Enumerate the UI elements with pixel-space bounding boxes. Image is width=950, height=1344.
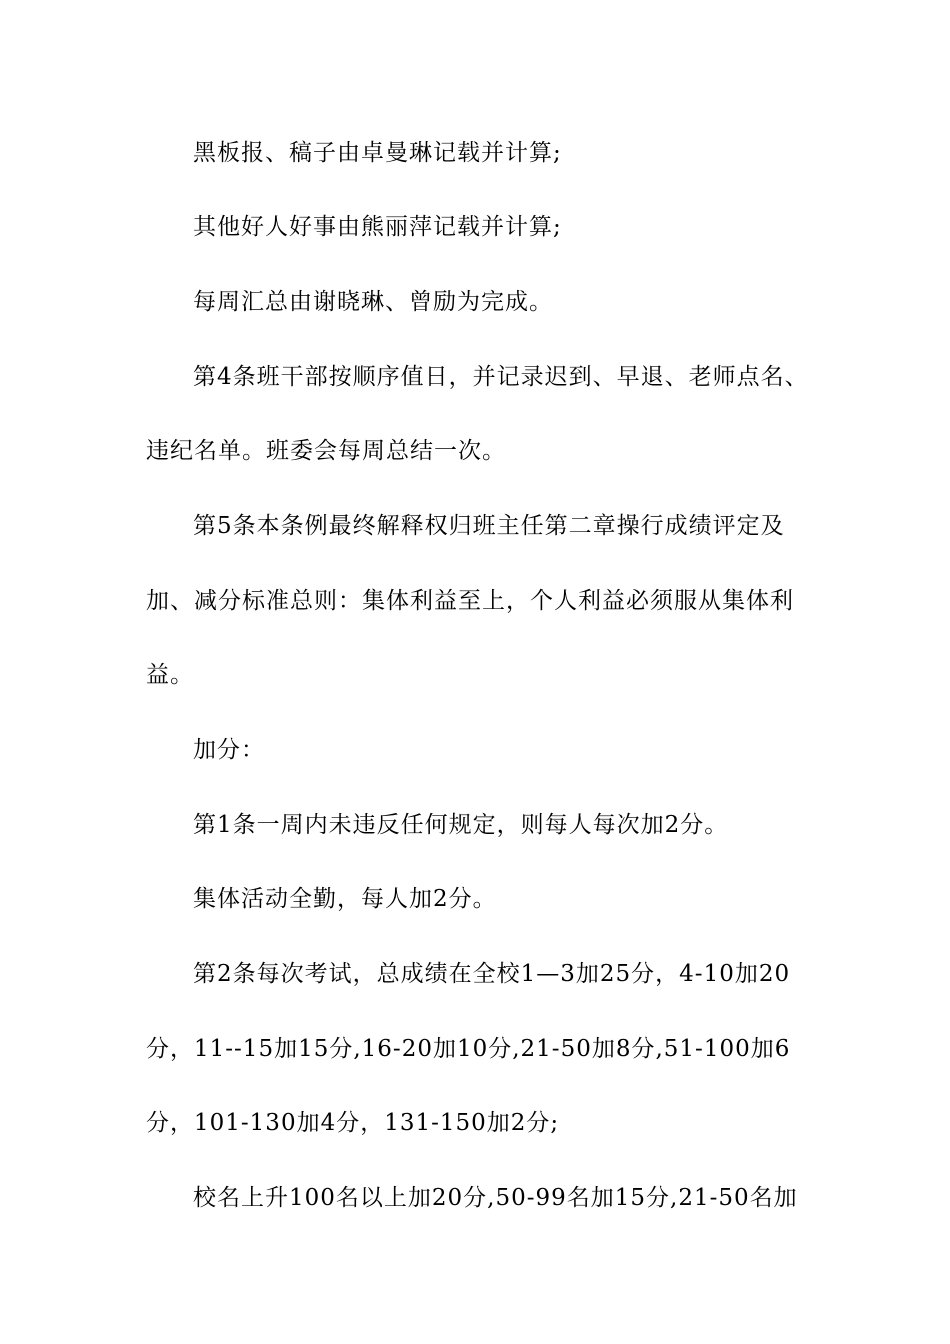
text-line: 其他好人好事由熊丽萍记载并计算; <box>193 214 562 240</box>
text-line: 每周汇总由谢晓琳、曾励为完成。 <box>193 289 553 315</box>
text-line: 黑板报、稿子由卓曼琳记载并计算; <box>193 140 562 166</box>
text-line: 第2条每次考试，总成绩在全校1—3加25分，4-10加20 <box>193 961 791 987</box>
text-line: 集体活动全勤，每人加2分。 <box>193 886 497 912</box>
text-line: 校名上升100名以上加20分,50-99名加15分,21-50名加 <box>193 1185 798 1211</box>
text-line: 加、减分标准总则：集体利益至上，个人利益必须服从集体利 <box>146 588 794 614</box>
text-line: 违纪名单。班委会每周总结一次。 <box>146 438 506 464</box>
text-line: 分，11--15加15分,16-20加10分,21-50加8分,51-100加6 <box>146 1036 791 1062</box>
text-line: 第4条班干部按顺序值日，并记录迟到、早退、老师点名、 <box>193 364 809 390</box>
section-heading: 加分： <box>193 737 265 763</box>
text-line: 益。 <box>146 662 194 688</box>
text-line: 第5条本条例最终解释权归班主任第二章操行成绩评定及 <box>193 513 785 539</box>
text-line: 第1条一周内未违反任何规定，则每人每次加2分。 <box>193 812 729 838</box>
text-line: 分，101-130加4分，131-150加2分; <box>146 1110 560 1136</box>
